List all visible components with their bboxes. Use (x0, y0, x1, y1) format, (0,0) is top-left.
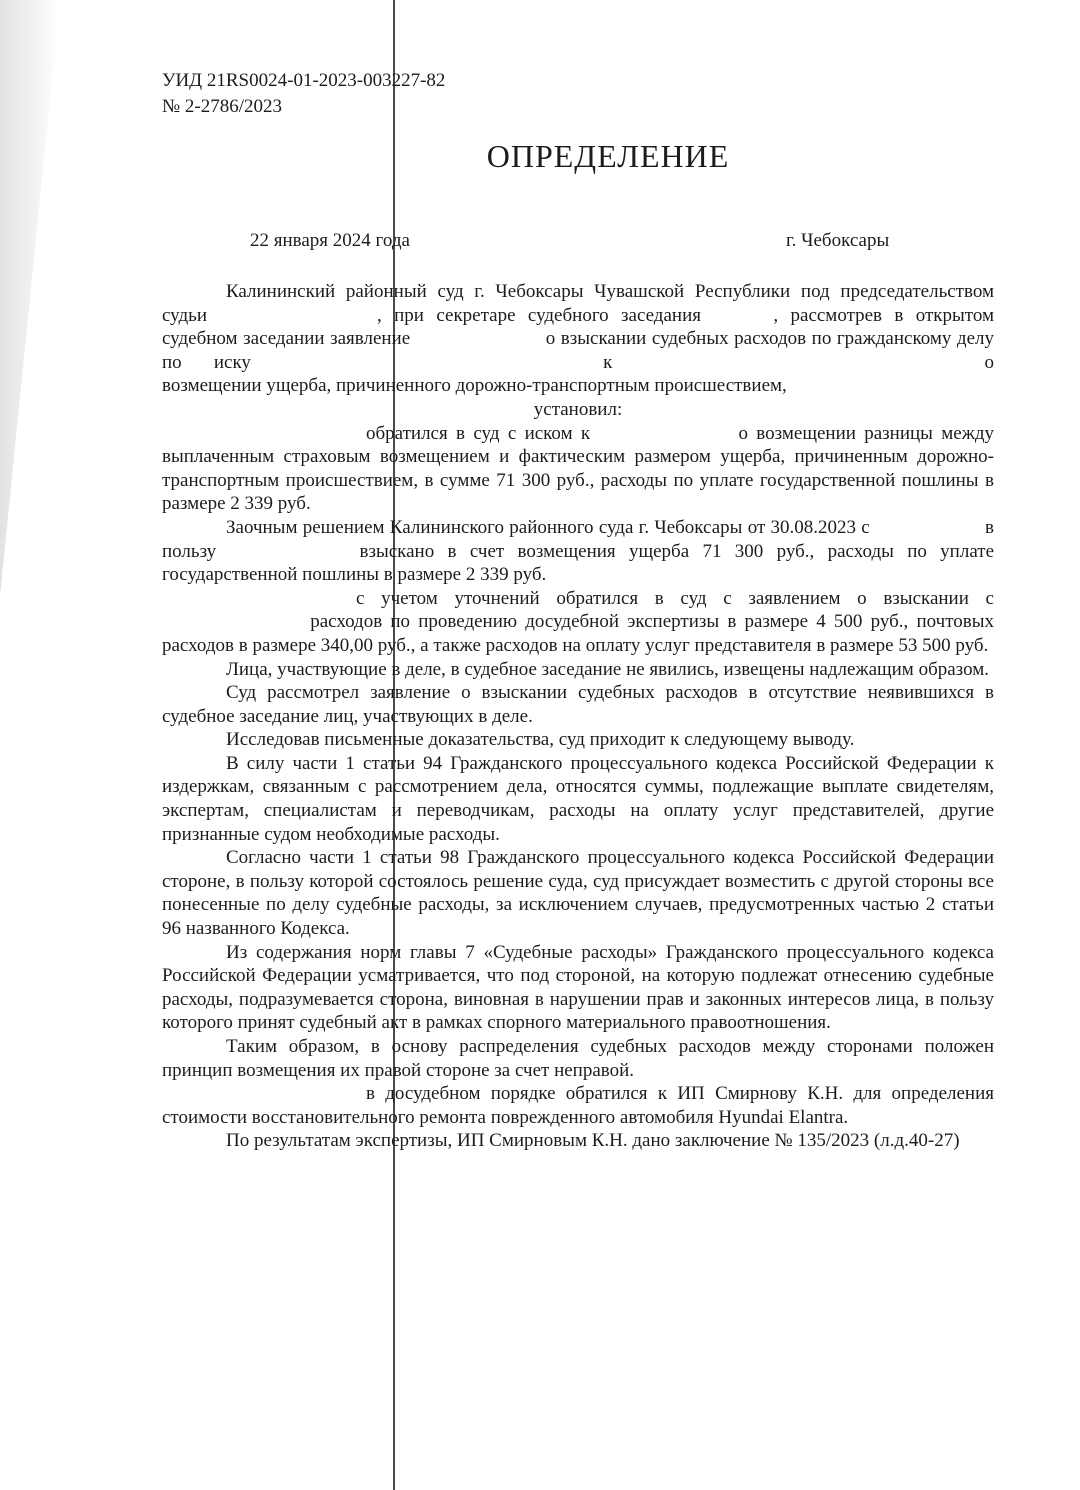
case-number: № 2-2786/2023 (162, 96, 282, 117)
paragraph-parties-absent: Лица, участвующие в деле, в судебное заседание не явились, извещены надлежащим образом. (226, 658, 989, 680)
established-heading: установил: (533, 398, 623, 420)
case-header (162, 68, 445, 120)
paragraph-application (162, 587, 994, 658)
claim-details: о возмещении разницы между выплаченным страховым возмещением и фактическим размером ущерба, причиненным дорожно-транспортным происшествием, в сумме 71 300 руб., расходы по уплате государственной пошлины в размере 2 339 руб. (162, 422, 995, 515)
paragraph-claim (162, 422, 994, 516)
paragraph-court-review: Суд рассмотрел заявление о взыскании судебных расходов в отсутствие неявившихся в судебное заседание лиц, участвующих в деле. (162, 682, 994, 727)
paragraph-evidence: Исследовав письменные доказательства, суд приходит к следующему выводу. (226, 729, 855, 751)
document-title: ОПРЕДЕЛЕНИЕ (486, 138, 730, 174)
application-text: с учетом уточнений обратился в суд с заявлением о взыскании с (356, 587, 994, 609)
paragraph-expertise-result: По результатам экспертизы, ИП Смирновым К.Н. дано заключение № 135/2023 (л.д.40-27) (226, 1130, 960, 1152)
paragraph-intro (162, 280, 994, 398)
expertise-request-text: в досудебном порядке обратился к ИП Смирнову К.Н. для определения стоимости восстановительного ремонта поврежденного автомобиля Hyundai Elantra. (162, 1083, 994, 1128)
paragraph-decision (162, 516, 994, 587)
intro-court: Калининский районный суд г. Чебоксары Чувашской Республики под председательством судьи (162, 281, 994, 326)
paragraph-chapter-7: Из содержания норм главы 7 «Судебные расходы» Гражданского процессуального кодекса Российской Федерации усматривается, что под стороной, на которую подлежат отнесению судебные расходы, подразумевается сторона, виновная в нарушении прав и законных интересов лица, в пользу которого принят судебный акт в рамках спорного материального правоотношения. (162, 941, 994, 1034)
application-expenses: расходов по проведению досудебной экспертизы в размере 4 500 руб., почтовых расходов в размере 340,00 руб., а также расходов на оплату услуг представителя в размере 53 500 руб. (162, 611, 994, 656)
intro-secretary: , при секретаре судебного заседания (377, 304, 701, 326)
claim-filed: обратился в суд с иском к (366, 422, 591, 444)
page-edge-shadow (0, 0, 60, 1490)
decision-text: Заочным решением Калининского районного суда г. Чебоксары от 30.08.2023 с (226, 516, 870, 538)
decision-in-favor: в пользу (162, 516, 994, 562)
paragraph-article-98: Согласно части 1 статьи 98 Гражданского процессуального кодекса Российской Федерации стороне, в пользу которой состоялось решение суда, суд присуждает возместить с другой стороны все понесенные по делу судебные расходы, за исключением случаев, предусмотренных частью 2 статьи 96 названного Кодекса. (162, 847, 994, 940)
document-date: 22 января 2024 года (250, 230, 410, 251)
case-uid: УИД 21RS0024-01-2023-003227-82 (162, 70, 446, 91)
paragraph-article-94: В силу части 1 статьи 94 Гражданского процессуального кодекса Российской Федерации к издержкам, связанным с рассмотрением дела, относятся суммы, подлежащие выплате свидетелям, экспертам, специалистам и переводчикам, расходы на оплату услуг представителей, другие признанные судом необходимые расходы. (162, 752, 994, 845)
paragraph-expertise-request (162, 1082, 994, 1129)
intro-against: к (603, 351, 613, 373)
document-city: г. Чебоксары (786, 230, 890, 251)
paragraph-principle: Таким образом, в основу распределения судебных расходов между сторонами положен принцип возмещения их правой стороне за счет неправой. (162, 1036, 994, 1081)
intro-subject: о возмещении ущерба, причиненного дорожно-транспортным происшествием, (162, 351, 995, 397)
intro-hearing: , рассмотрев в открытом судебном заседании заявление (162, 304, 995, 350)
document-body (162, 280, 994, 1153)
decision-amount: взыскано в счет возмещения ущерба 71 300 руб., расходы по уплате государственной пошлины в размере 2 339 руб. (162, 540, 995, 586)
intro-claim: о взыскании судебных расходов по гражданскому делу по иску (162, 328, 995, 373)
